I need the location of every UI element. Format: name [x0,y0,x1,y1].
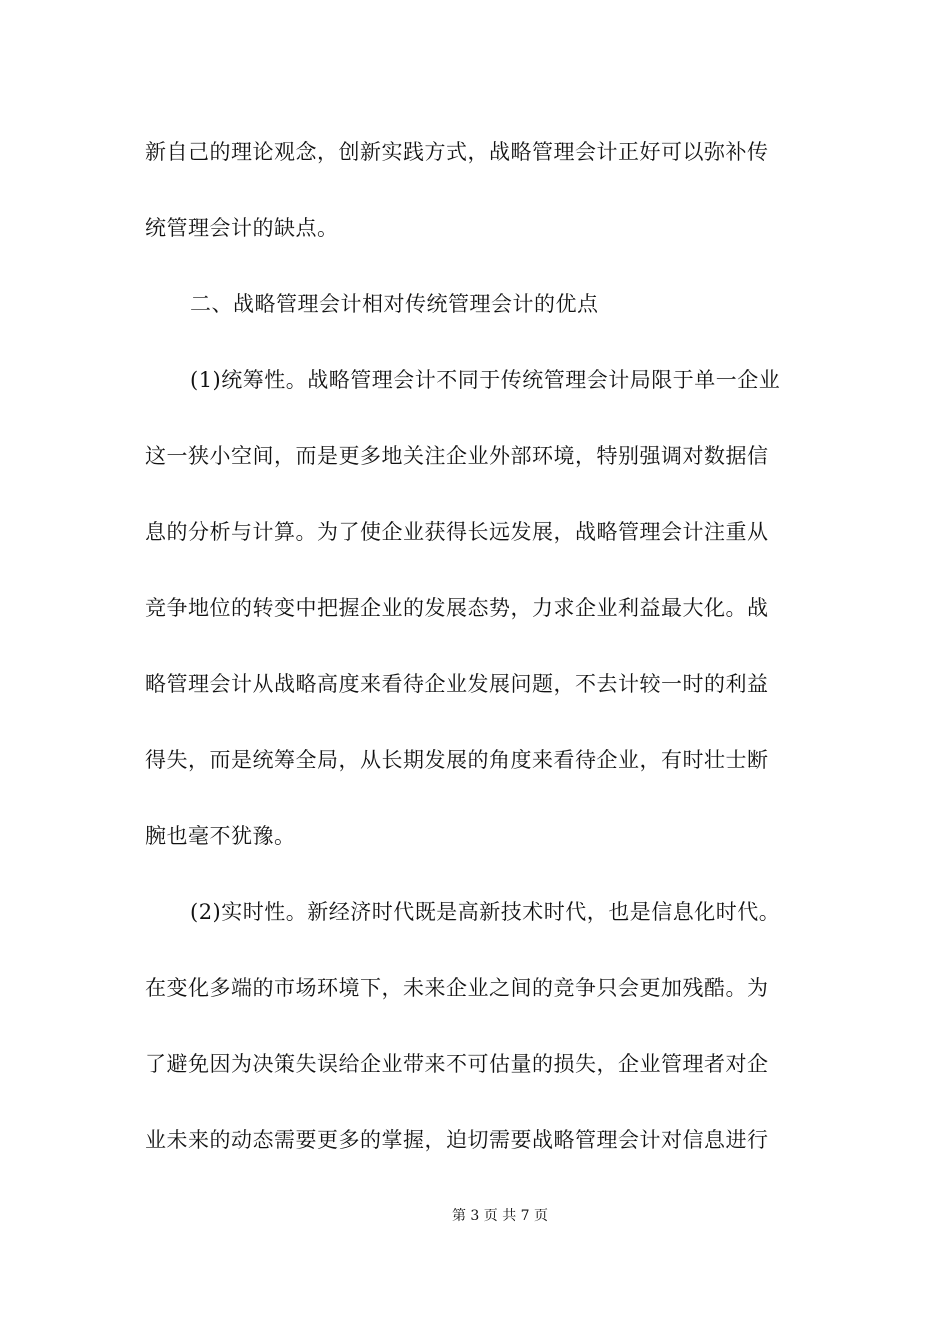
paragraph-line: 新自己的理论观念，创新实践方式，战略管理会计正好可以弥补传 [145,140,769,164]
paragraph-line: 这一狭小空间，而是更多地关注企业外部环境，特别强调对数据信 [145,444,769,468]
section-heading: 二、战略管理会计相对传统管理会计的优点 [190,292,599,316]
paragraph-line: 略管理会计从战略高度来看待企业发展问题，不去计较一时的利益 [145,672,769,696]
paragraph-line: 在变化多端的市场环境下，未来企业之间的竞争只会更加残酷。为 [145,976,769,1000]
paragraph-line: 业未来的动态需要更多的掌握，迫切需要战略管理会计对信息进行 [145,1128,769,1152]
paragraph-line: (1)统筹性。战略管理会计不同于传统管理会计局限于单一企业 [190,368,781,392]
paragraph-line: 腕也毫不犹豫。 [145,824,296,848]
paragraph-line: 统管理会计的缺点。 [145,216,339,240]
paragraph-line: (2)实时性。新经济时代既是高新技术时代，也是信息化时代。 [190,900,781,924]
paragraph-line: 了避免因为决策失误给企业带来不可估量的损失，企业管理者对企 [145,1052,769,1076]
paragraph-line: 息的分析与计算。为了使企业获得长远发展，战略管理会计注重从 [145,520,769,544]
paragraph-line: 竞争地位的转变中把握企业的发展态势，力求企业利益最大化。战 [145,596,769,620]
paragraph-line: 得失，而是统筹全局，从长期发展的角度来看待企业，有时壮士断 [145,748,769,772]
page-number-footer: 第 3 页 共 7 页 [451,1208,549,1224]
